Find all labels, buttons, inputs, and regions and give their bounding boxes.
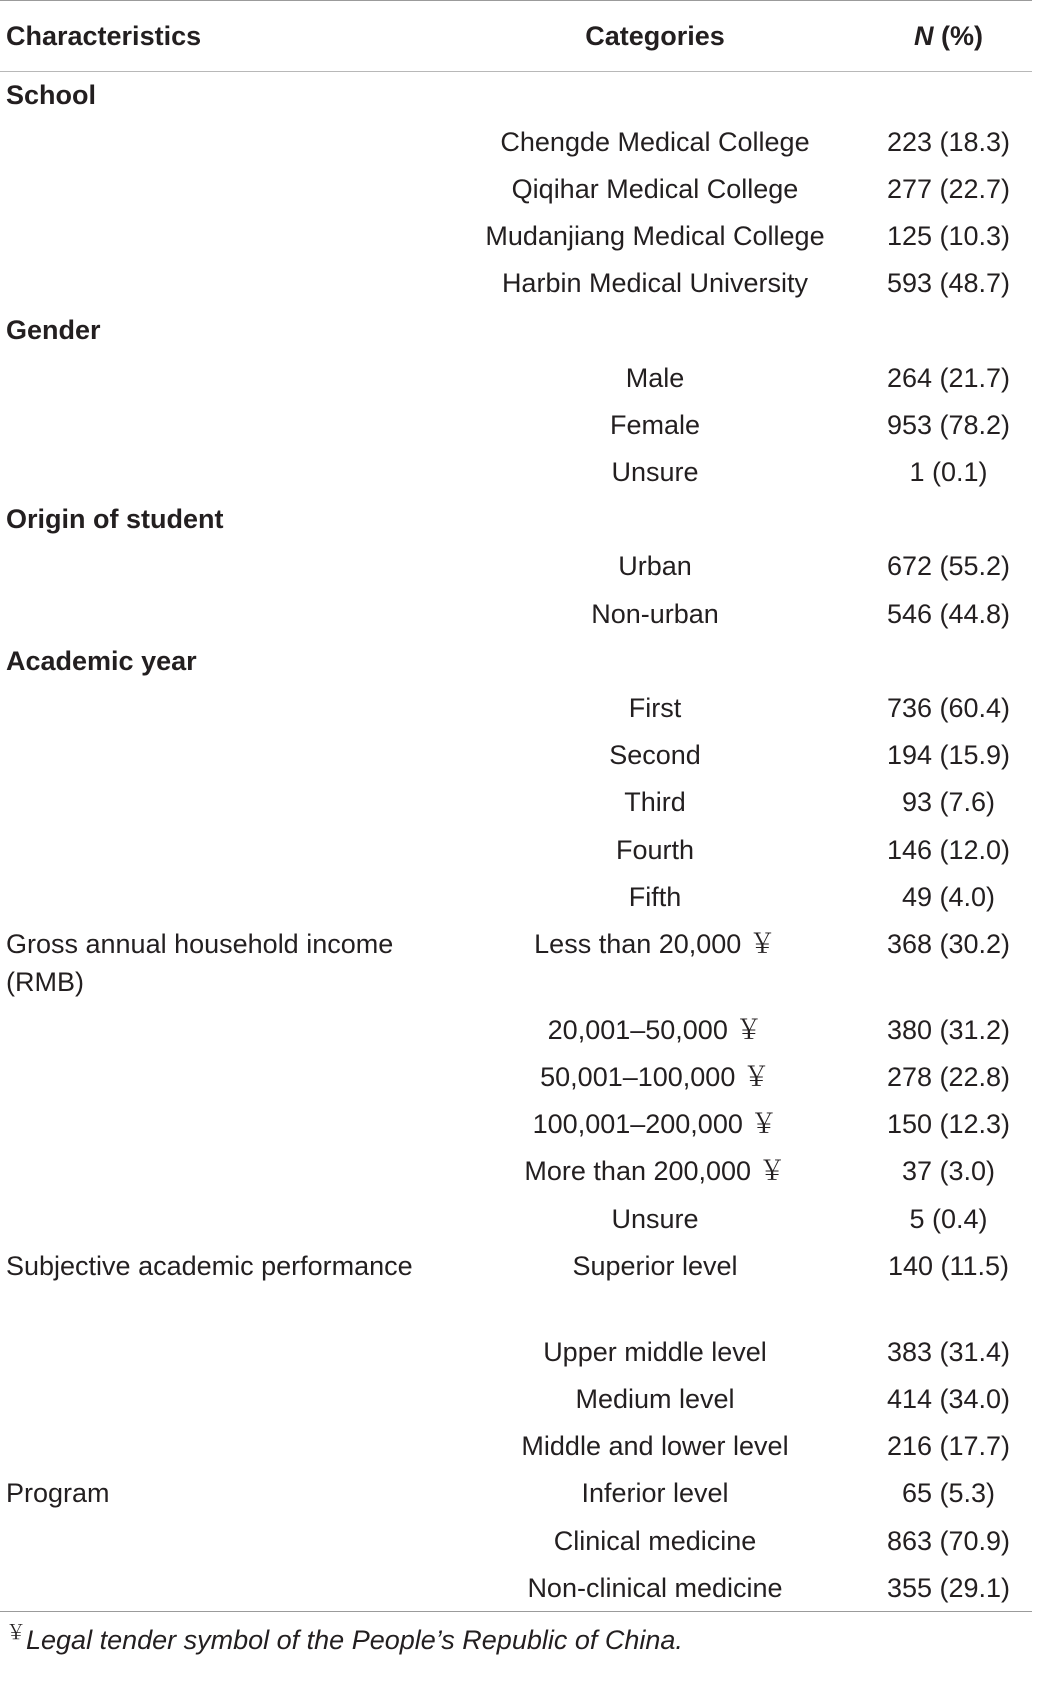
table-row [0, 1148, 1032, 1195]
category-cell: Upper middle level [543, 1336, 767, 1367]
category-cell: Female [609, 409, 701, 440]
table-row [0, 779, 1032, 826]
count-percent-cell: 1 (0.1) [909, 457, 988, 487]
count-percent-cell [865, 72, 1032, 119]
characteristic-cell [0, 166, 445, 213]
category-cell: Middle and lower level [521, 1431, 789, 1462]
count-percent-cell: 736 (60.4) [886, 692, 1011, 723]
characteristic-cell [0, 355, 445, 402]
count-percent-cell: 146 (12.0) [886, 834, 1011, 865]
characteristic-cell [0, 1376, 445, 1423]
count-percent-cell: 140 (11.5) [887, 1250, 1010, 1281]
yuan-symbol: ￥ [6, 1622, 26, 1645]
category-cell: Male [625, 362, 685, 393]
count-percent-cell: 93 (7.6) [901, 787, 996, 818]
footnote-text: Legal tender symbol of the People’s Republic of China. [26, 1625, 683, 1656]
count-percent-cell [865, 307, 1032, 354]
category-cell: Urban [618, 551, 692, 582]
characteristic-cell [0, 260, 445, 307]
table-row [0, 1565, 1032, 1612]
count-percent-cell: 65 (5.3) [901, 1478, 996, 1509]
category-cell: Fourth [615, 834, 695, 865]
count-percent-cell: 150 (12.3) [886, 1109, 1011, 1140]
category-cell: More than 200,000 ￥ [524, 1156, 786, 1187]
count-percent-cell: 5 (0.4) [909, 1203, 988, 1234]
count-percent-cell: 383 (31.4) [886, 1336, 1011, 1367]
table-row [0, 496, 1032, 543]
table-row [0, 1243, 1032, 1329]
count-percent-cell: 953 (78.2) [886, 409, 1011, 440]
category-cell: Qiqihar Medical College [511, 173, 799, 204]
category-cell: 100,001–200,000 ￥ [532, 1109, 778, 1140]
table-row [0, 1101, 1032, 1148]
count-percent-cell: 368 (30.2) [886, 928, 1011, 959]
characteristic-cell [0, 402, 445, 449]
group-heading-cell: Academic year [6, 645, 197, 676]
characteristic-cell [0, 1148, 445, 1195]
category-cell: First [628, 692, 682, 723]
category-cell: Non-urban [591, 598, 719, 629]
characteristic-cell: Subjective academic performance [6, 1250, 413, 1281]
category-cell: Medium level [575, 1384, 735, 1414]
count-percent-cell: 672 (55.2) [886, 551, 1011, 582]
category-cell [445, 638, 865, 685]
header-characteristics: Characteristics [6, 20, 202, 51]
category-cell: Chengde Medical College [500, 126, 810, 157]
count-percent-cell: 593 (48.7) [886, 268, 1011, 299]
category-cell: Less than 20,000 ￥ [534, 928, 776, 959]
table-row [0, 166, 1032, 213]
table-row [0, 591, 1032, 638]
count-percent-cell: 277 (22.7) [886, 173, 1011, 204]
characteristic-cell: Program [6, 1478, 110, 1509]
category-cell: Second [609, 740, 701, 771]
group-heading-cell: Origin of student [6, 504, 224, 535]
category-cell: Superior level [572, 1250, 738, 1281]
category-cell: Mudanjiang Medical College [485, 221, 825, 252]
characteristic-cell [0, 449, 445, 496]
table-row [0, 638, 1032, 685]
category-cell: 50,001–100,000 ￥ [540, 1062, 770, 1093]
characteristic-cell [0, 591, 445, 638]
category-cell: Non-clinical medicine [527, 1572, 783, 1603]
category-cell: Fifth [628, 881, 682, 912]
group-heading-cell: Gender [6, 315, 101, 346]
characteristic-cell [0, 779, 445, 826]
table-header [0, 1, 1032, 72]
category-cell: Unsure [611, 457, 699, 487]
table-row [0, 874, 1032, 921]
count-percent-cell: 125 (10.3) [886, 221, 1011, 252]
count-percent-cell: 863 (70.9) [886, 1525, 1011, 1556]
characteristic-cell [0, 732, 445, 779]
table-row [0, 260, 1032, 307]
table-row [0, 543, 1032, 590]
table-row [0, 355, 1032, 402]
category-cell [445, 72, 865, 119]
table-row [0, 685, 1032, 732]
count-percent-cell: 380 (31.2) [886, 1014, 1011, 1045]
count-percent-cell: 49 (4.0) [901, 881, 996, 912]
table-row [0, 1423, 1032, 1470]
table-row [0, 72, 1032, 119]
count-percent-cell: 546 (44.8) [886, 598, 1011, 629]
table-row [0, 921, 1032, 1007]
count-percent-cell: 355 (29.1) [886, 1572, 1011, 1603]
group-heading-cell: School [6, 80, 97, 110]
table-row [0, 1054, 1032, 1101]
characteristic-cell [0, 119, 445, 166]
count-percent-cell: 37 (3.0) [901, 1156, 996, 1187]
category-cell: Harbin Medical University [501, 268, 809, 299]
count-percent-cell [865, 638, 1032, 685]
table-row [0, 1196, 1032, 1243]
category-cell: Unsure [611, 1203, 699, 1234]
table-row [0, 1376, 1032, 1423]
count-percent-cell: 278 (22.8) [886, 1062, 1011, 1093]
table-row [0, 1518, 1032, 1565]
header-n-percent [865, 1, 1032, 72]
category-cell: Third [624, 787, 686, 818]
characteristic-cell [0, 874, 445, 921]
table-row [0, 213, 1032, 260]
category-cell [445, 496, 865, 543]
table-body [0, 72, 1032, 1612]
table-row [0, 402, 1032, 449]
header-n: N [914, 20, 934, 51]
count-percent-cell [865, 496, 1032, 543]
characteristic-cell [0, 1007, 445, 1054]
characteristic-cell [0, 1565, 445, 1612]
characteristic-cell [0, 1101, 445, 1148]
count-percent-cell: 414 (34.0) [886, 1384, 1011, 1414]
count-percent-cell: 223 (18.3) [886, 126, 1011, 157]
count-percent-cell: 194 (15.9) [886, 740, 1011, 771]
count-percent-cell: 216 (17.7) [886, 1431, 1011, 1462]
characteristic-cell [0, 1329, 445, 1376]
category-cell: 20,001–50,000 ￥ [547, 1014, 763, 1045]
count-percent-cell: 264 (21.7) [886, 362, 1011, 393]
characteristic-cell [0, 1054, 445, 1101]
table-footnote [0, 1620, 1040, 1660]
characteristic-cell [0, 1423, 445, 1470]
category-cell: Clinical medicine [553, 1525, 757, 1556]
table-row [0, 119, 1032, 166]
table-row [0, 1329, 1032, 1376]
table-row [0, 307, 1032, 354]
table-row [0, 1470, 1032, 1517]
characteristic-cell [0, 685, 445, 732]
characteristic-cell [0, 213, 445, 260]
header-categories: Categories [585, 20, 725, 51]
characteristic-cell [0, 1518, 445, 1565]
table-row [0, 449, 1032, 496]
table-row [0, 732, 1032, 779]
table-row [0, 1007, 1032, 1054]
characteristic-cell: Gross annual household income (RMB) [6, 928, 394, 997]
table-row [0, 827, 1032, 874]
characteristic-cell [0, 1196, 445, 1243]
category-cell: Inferior level [581, 1478, 729, 1509]
category-cell [445, 307, 865, 354]
characteristic-cell [0, 827, 445, 874]
header-row [0, 1, 1032, 72]
characteristic-cell [0, 543, 445, 590]
header-percent: (%) [933, 20, 983, 51]
